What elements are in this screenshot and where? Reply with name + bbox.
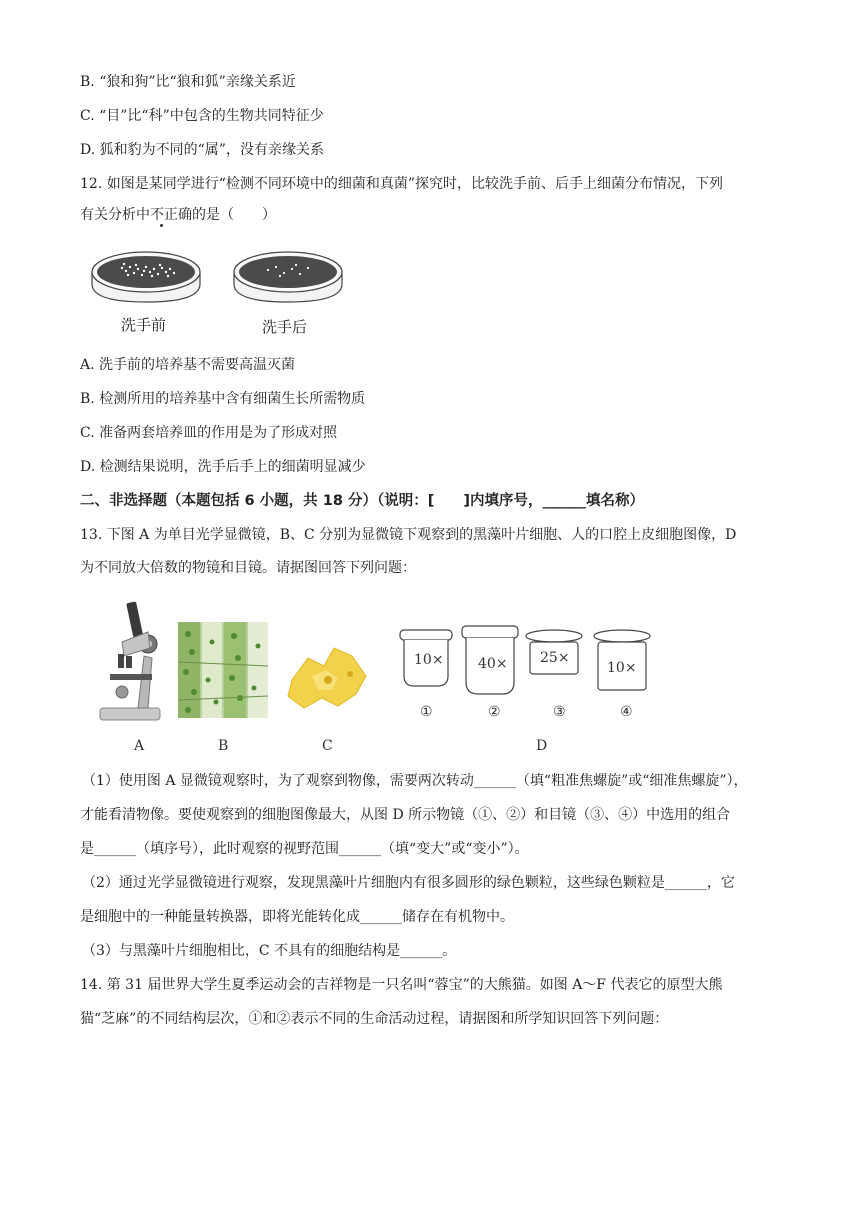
section-heading: 二、非选择题（本题包括 6 小题，共 18 分）（说明：[ ]内填序号，______填名称） bbox=[80, 493, 644, 509]
question-12-stem-line1: 12. 如图是某同学进行“检测不同环境中的细菌和真菌”探究时，比较洗手前、后手上细菌分布情况，下列 bbox=[80, 176, 724, 192]
label-c: C bbox=[322, 738, 333, 754]
lens-2-number: ② bbox=[488, 704, 501, 720]
question-13-part3: （3）与黑藻叶片细胞相比，C 不具有的细胞结构是______。 bbox=[82, 943, 457, 959]
question-13-stem-line2: 为不同放大倍数的物镜和目镜。请据图回答下列问题： bbox=[80, 560, 416, 576]
leaf-cells-figure bbox=[178, 622, 268, 718]
microscope-figure bbox=[92, 596, 172, 726]
lens-4-number: ④ bbox=[620, 704, 633, 720]
option-11b: B. “狼和狗”比“狼和狐”亲缘关系近 bbox=[80, 74, 296, 90]
question-14-stem-line1: 14. 第 31 届世界大学生夏季运动会的吉祥物是一只名叫“蓉宝”的大熊猫。如图 A～F 代表它的原型大熊 bbox=[80, 977, 723, 993]
caption-after-washing: 洗手后 bbox=[262, 318, 308, 336]
label-d: D bbox=[536, 738, 548, 754]
lens-3-number: ③ bbox=[553, 704, 566, 720]
option-12c: C. 准备两套培养皿的作用是为了形成对照 bbox=[80, 425, 338, 441]
question-13-part2-line2: 是细胞中的一种能量转换器，即将光能转化成______储存在有机物中。 bbox=[80, 909, 514, 925]
lens-4-mag: 10× bbox=[607, 660, 637, 676]
emphasis-dot bbox=[160, 224, 163, 227]
question-12-stem-line2: 有关分析中不正确的是（ ） bbox=[80, 207, 276, 223]
lens-1-mag: 10× bbox=[414, 652, 444, 668]
option-12b: B. 检测所用的培养基中含有细菌生长所需物质 bbox=[80, 391, 366, 407]
option-11c: C. “目”比“科”中包含的生物共同特征少 bbox=[80, 108, 324, 124]
option-12a: A. 洗手前的培养基不需要高温灭菌 bbox=[80, 357, 296, 373]
question-13-part1-line3: 是______（填序号），此时观察的视野范围______（填“变大”或“变小”）。 bbox=[80, 841, 529, 857]
option-11d: D. 狐和豹为不同的“属”，没有亲缘关系 bbox=[80, 142, 324, 158]
lens-2-mag: 40× bbox=[478, 656, 508, 672]
petri-dish-before bbox=[92, 252, 200, 302]
question-13-part1-line1: （1）使用图 A 显微镜观察时，为了观察到物像，需要两次转动______（填“粗准焦螺旋”或“细准焦螺旋”）， bbox=[82, 773, 748, 789]
lens-3-mag: 25× bbox=[540, 650, 570, 666]
cheek-cells-figure bbox=[282, 636, 372, 716]
lens-1-number: ① bbox=[420, 704, 433, 720]
question-13-part2-line1: （2）通过光学显微镜进行观察，发现黑藻叶片细胞内有很多圆形的绿色颗粒，这些绿色颗粒是______，它 bbox=[82, 875, 735, 891]
question-14-stem-line2: 猫“芝麻”的不同结构层次，①和②表示不同的生命活动过程，请据图和所学知识回答下列问题： bbox=[80, 1011, 669, 1027]
question-13-stem-line1: 13. 下图 A 为单目光学显微镜，B、C 分别为显微镜下观察到的黑藻叶片细胞、人的口腔上皮细胞图像，D bbox=[80, 527, 737, 543]
label-a: A bbox=[134, 738, 145, 754]
question-13-part1-line2: 才能看清物像。要使观察到的细胞图像最大，从图 D 所示物镜（①、②）和目镜（③、④）中选用的组合 bbox=[80, 807, 731, 823]
option-12d: D. 检测结果说明，洗手后手上的细菌明显减少 bbox=[80, 459, 366, 475]
caption-before-washing: 洗手前 bbox=[121, 316, 167, 334]
petri-dish-after bbox=[234, 252, 342, 302]
label-b: B bbox=[218, 738, 229, 754]
